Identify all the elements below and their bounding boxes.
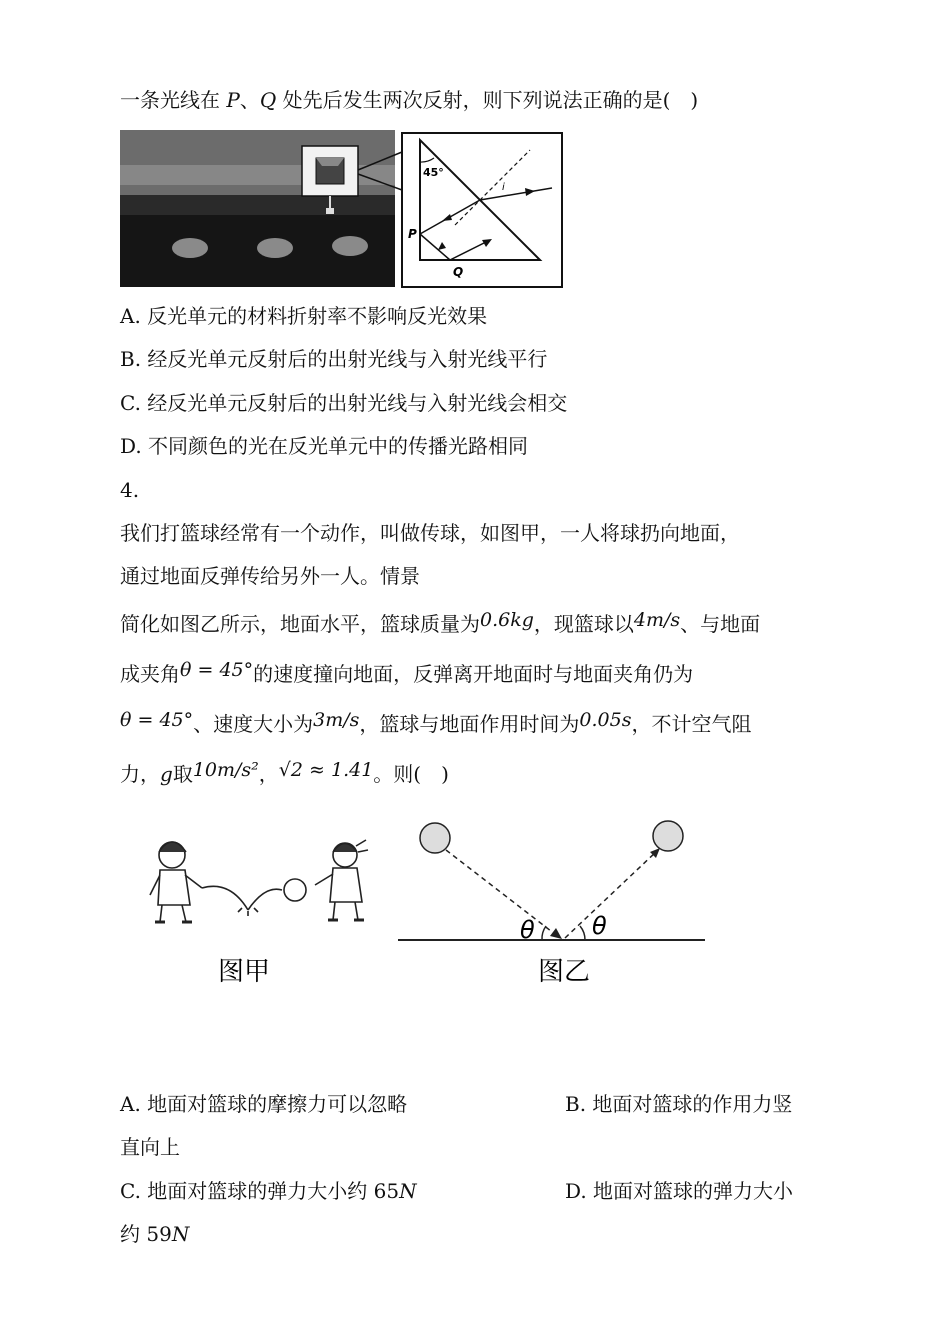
q4-g-value: 10m/s² bbox=[192, 759, 259, 781]
q3-option-b: B. 经反光单元反射后的出射光线与入射光线平行 bbox=[120, 347, 548, 371]
prism-diagram bbox=[402, 133, 562, 287]
q4-line6-c: ， bbox=[258, 762, 279, 786]
q4-line6-d: 。则( ) bbox=[373, 762, 449, 786]
q3-stem bbox=[120, 86, 698, 114]
theta-right: θ bbox=[592, 912, 607, 940]
q4-option-d-unit: N bbox=[171, 1222, 190, 1246]
q4-line5 bbox=[120, 710, 751, 739]
q4-line1: 我们打篮球经常有一个动作，叫做传球，如图甲，一人将球扔向地面， bbox=[120, 521, 740, 545]
diagram-point-q: Q bbox=[453, 265, 464, 279]
q3-option-c: C. 经反光单元反射后的出射光线与入射光线会相交 bbox=[120, 391, 568, 415]
q4-option-d-text: 约 59 bbox=[120, 1222, 172, 1246]
q4-option-b-line1: B. 地面对篮球的作用力竖 bbox=[565, 1092, 793, 1116]
q4-option-c-text: C. 地面对篮球的弹力大小约 65 bbox=[120, 1179, 400, 1203]
q4-line3-c: 、与地面 bbox=[680, 612, 761, 636]
figure-jia-caption: 图甲 bbox=[218, 957, 271, 987]
q4-line4-a: 成夹角 bbox=[120, 662, 180, 686]
q4-option-a: A. 地面对篮球的摩擦力可以忽略 bbox=[120, 1092, 408, 1116]
incoming-path bbox=[446, 850, 560, 938]
q3-option-d: D. 不同颜色的光在反光单元中的传播光路相同 bbox=[120, 434, 529, 458]
q4-mass: 0.6kg bbox=[480, 609, 534, 631]
q3-sep: 、 bbox=[239, 88, 260, 112]
q3-point-q: Q bbox=[259, 88, 277, 112]
q4-figure bbox=[130, 810, 710, 990]
q3-figure bbox=[120, 130, 565, 290]
theta-left: θ bbox=[520, 916, 535, 944]
prism-angle-label: 45° bbox=[423, 166, 444, 179]
q4-number: 4. bbox=[120, 478, 140, 502]
q4-option-d-line2 bbox=[120, 1220, 189, 1248]
figure-yi-caption: 图乙 bbox=[538, 957, 591, 987]
q4-line6 bbox=[120, 760, 449, 789]
outgoing-path bbox=[565, 850, 658, 938]
q4-line5-d: ，不计空气阻 bbox=[631, 712, 752, 736]
diagram-point-p: P bbox=[408, 227, 417, 241]
q4-option-b-line2: 直向上 bbox=[120, 1135, 180, 1159]
incidence-angle-label: i bbox=[502, 182, 505, 193]
q3-point-p: P bbox=[226, 88, 240, 112]
ball-incoming bbox=[420, 823, 450, 853]
figure-jia-illustration bbox=[150, 840, 368, 922]
q4-line4-b: 的速度撞向地面，反弹离开地面时与地面夹角仍为 bbox=[253, 662, 694, 686]
q4-time: 0.05s bbox=[579, 709, 632, 731]
q4-line6-a: 力， bbox=[120, 762, 160, 786]
q4-option-c-unit: N bbox=[399, 1179, 417, 1203]
q4-angle-eq2: θ = 45° bbox=[120, 709, 194, 731]
q4-line6-b: 取 bbox=[172, 762, 193, 786]
q4-line3-a: 简化如图乙所示，地面水平，篮球质量为 bbox=[120, 612, 480, 636]
q4-line4 bbox=[120, 660, 693, 689]
ball-outgoing bbox=[653, 821, 683, 851]
q3-stem-text-a: 一条光线在 bbox=[120, 88, 220, 112]
q4-option-c bbox=[120, 1177, 417, 1205]
q4-line3-b: ，现篮球以 bbox=[533, 612, 634, 636]
q4-sqrt: √2 ≈ 1.41 bbox=[278, 759, 374, 781]
q3-stem-text-b: 处先后发生两次反射，则下列说法正确的是( ) bbox=[282, 88, 699, 112]
q3-option-a: A. 反光单元的材料折射率不影响反光效果 bbox=[120, 304, 488, 328]
q4-speed-out: 3m/s bbox=[313, 709, 360, 731]
q4-line3 bbox=[120, 610, 760, 639]
q4-line5-c: ，篮球与地面作用时间为 bbox=[359, 712, 580, 736]
q4-line2: 通过地面反弹传给另外一人。情景 bbox=[120, 564, 420, 588]
q4-speed-in: 4m/s bbox=[633, 609, 681, 631]
q4-line5-b: 、速度大小为 bbox=[193, 712, 314, 736]
q4-option-d-line1: D. 地面对篮球的弹力大小 bbox=[565, 1179, 794, 1203]
figure-yi-diagram bbox=[398, 821, 705, 944]
q4-g: g bbox=[160, 762, 173, 786]
q4-angle-eq: θ = 45° bbox=[180, 659, 254, 681]
